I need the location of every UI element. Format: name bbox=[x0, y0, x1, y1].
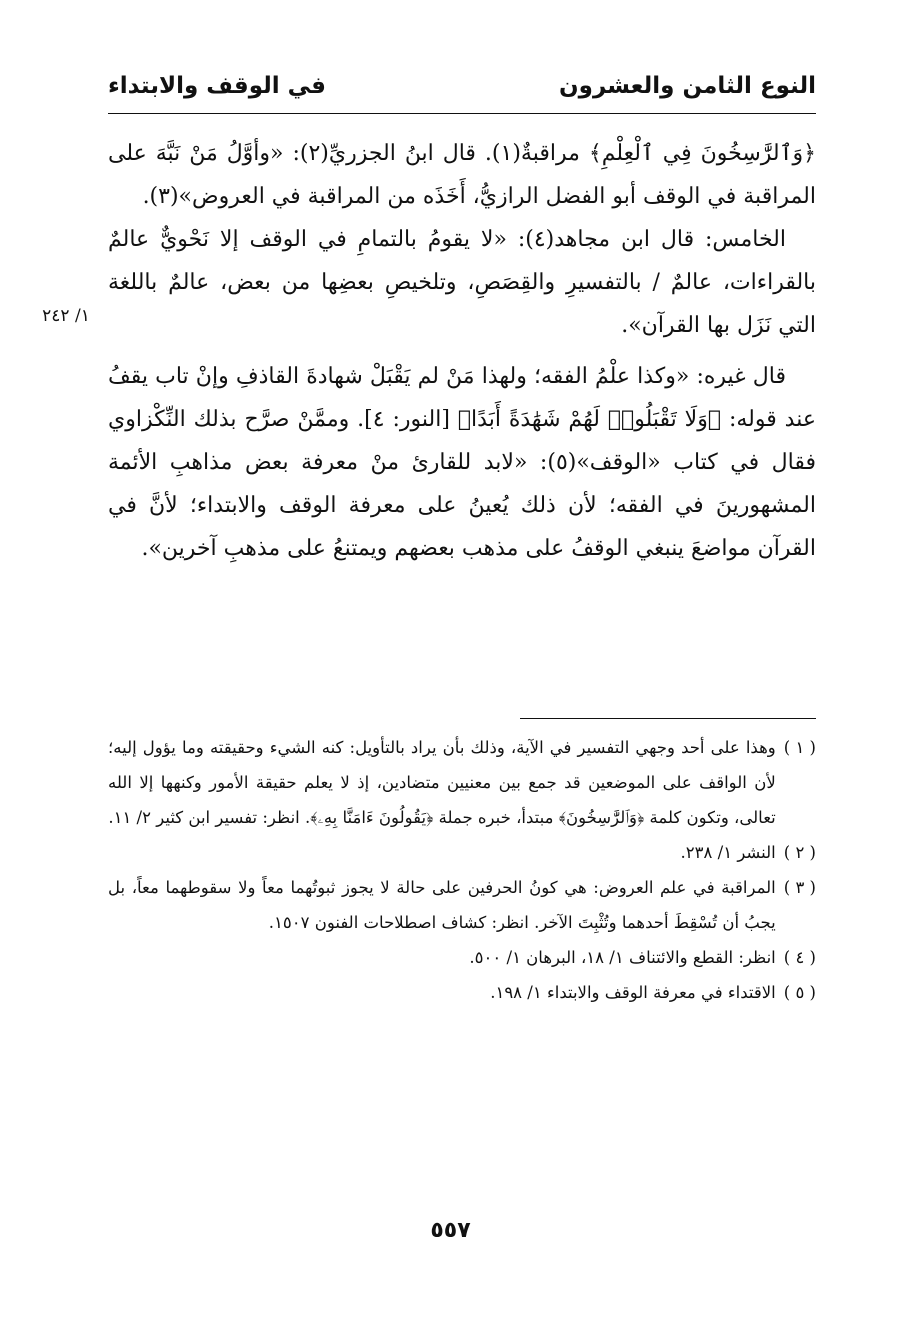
footnote bbox=[108, 835, 816, 870]
footnote-text: انظر: القطع والائتناف ١/ ١٨، البرهان ١/ ٥٠٠. bbox=[469, 948, 776, 967]
paragraph: الخامس: قال ابن مجاهد(٤): «لا يقومُ بالتمامِ في الوقف إلا نَحْويٌّ عالمٌ بالقراءات، عالمٌ / بالتفسيرِ والقِصَصِ، وتلخيصِ بعضِها من بعض، عالمٌ باللغة التي نَزَل بها القرآن». bbox=[108, 227, 816, 338]
section-title: في الوقف والابتداء bbox=[108, 73, 326, 99]
footnote bbox=[108, 975, 816, 1010]
header-divider bbox=[108, 113, 816, 114]
footnote-number: ( ١ ) bbox=[783, 738, 816, 757]
chapter-title: النوع الثامن والعشرون bbox=[559, 73, 816, 99]
margin-page-reference: ١/ ٢٤٢ bbox=[42, 306, 90, 326]
footnote bbox=[108, 940, 816, 975]
footnote-number: ( ٥ ) bbox=[783, 983, 816, 1002]
footnote-text: وهذا على أحد وجهي التفسير في الآية، وذلك بأن يراد بالتأويل: كنه الشيء وحقيقته وما يؤول إليه؛ لأن الواقف على الموضعين قد جمع بين معنيين متضادين، إذ لا يعلم حقيقة الأمور وكنهها إلا الله تعالى، وتكون كلمة ﴿وَٱلرَّٰسِخُونَ﴾ مبتدأ، خبره جملة ﴿يَقُولُونَ ءَامَنَّا بِهِۦ﴾. انظر: تفسير ابن كثير ٢/ ١١. bbox=[108, 738, 776, 827]
footnote-divider bbox=[520, 718, 816, 719]
running-header bbox=[108, 64, 816, 108]
footnote-number: ( ٤ ) bbox=[783, 948, 816, 967]
paragraph: قال غيره: «وكذا علْمُ الفقه؛ ولهذا مَنْ لم يَقْبَلْ شهادةَ القاذفِ وإنْ تاب يقفُ عند قوله: ﴿وَلَا تَقْبَلُوا۟ لَهُمْ شَهَٰدَةً أَبَدًا﴾ [النور: ٤]. وممَّنْ صرَّح بذلك النِّكْزاوي فقال في كتاب «الوقف»(٥): «لابد للقارئ منْ معرفة بعض مذاهبِ الأئمة المشهورينَ في الفقه؛ لأن ذلك يُعينُ على معرفة الوقف والابتداء؛ لأنَّ في القرآن مواضعَ ينبغي الوقفُ على مذهب بعضهم ويمتنعُ على مذهبِ آخرين». bbox=[108, 364, 816, 561]
footnote bbox=[108, 870, 816, 940]
footnote-number: ( ٣ ) bbox=[783, 878, 816, 897]
footnote-text: المراقبة في علم العروض: هي كونُ الحرفين على حالة لا يجوز ثبوتُهما معاً ولا سقوطهما معاً، بل يجبُ أن تُسْقِطَ أحدهما وتُثْبِتَ الآخر. انظر: كشاف اصطلاحات الفنون ١٥٠٧. bbox=[108, 878, 776, 932]
footnote bbox=[108, 730, 816, 835]
footnotes bbox=[108, 730, 816, 1010]
page-number: ٥٥٧ bbox=[430, 1218, 471, 1243]
footnote-number: ( ٢ ) bbox=[783, 843, 816, 862]
paragraph: ﴿وَٱلرَّٰسِخُونَ فِي ٱلْعِلْمِ﴾ مراقبةٌ(١). قال ابنُ الجزريِّ(٢): «وأوَّلُ مَنْ نَبَّهَ على المراقبة في الوقف أبو الفضل الرازيُّ، أَخَذَه من المراقبة في العروض»(٣). bbox=[108, 141, 817, 209]
main-text bbox=[108, 132, 816, 570]
footnote-text: الاقتداء في معرفة الوقف والابتداء ١/ ١٩٨. bbox=[490, 983, 776, 1002]
footnote-text: النشر ١/ ٢٣٨. bbox=[680, 843, 776, 862]
